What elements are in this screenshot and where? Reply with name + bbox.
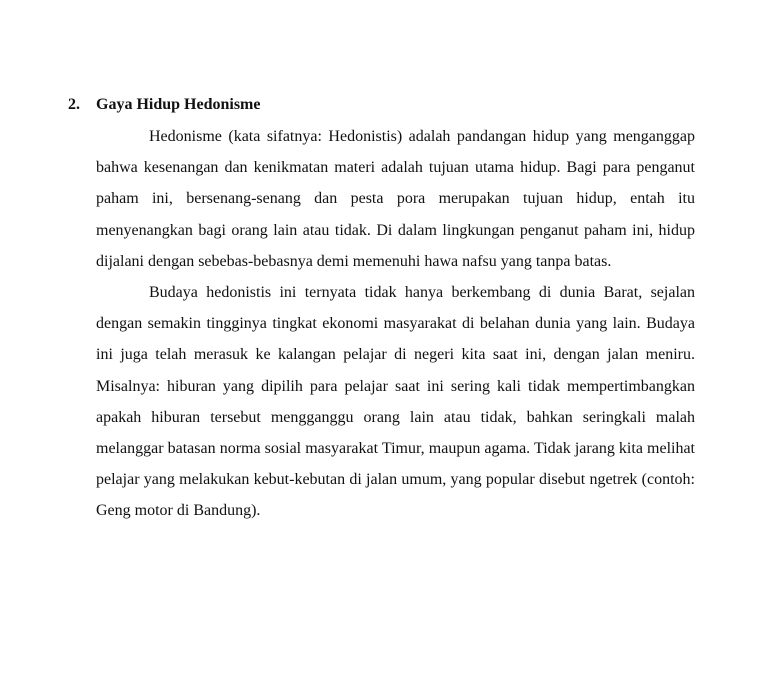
paragraph: Budaya hedonistis ini ternyata tidak hanya berkembang di dunia Barat, sejalan dengan semakin tingginya tingkat ekonomi masyarakat di belahan dunia yang lain. Budaya ini juga telah merasuk ke kalangan pelajar di negeri kita saat ini, dengan jalan meniru. Misalnya: hiburan yang dipilih para pelajar saat ini sering kali tidak mempertimbangkan apakah hiburan tersebut mengganggu orang lain atau tidak, bahkan seringkali malah melanggar batasan norma sosial masyarakat Timur, maupun agama. Tidak jarang kita melihat pelajar yang melakukan kebut-kebutan di jalan umum, yang popular disebut ngetrek (contoh: Geng motor di Bandung). bbox=[96, 284, 695, 520]
paragraph: Hedonisme (kata sifatnya: Hedonistis) adalah pandangan hidup yang menganggap bahwa kesenangan dan kenikmatan materi adalah tujuan utama hidup. Bagi para penganut paham ini, bersenang-senang dan pesta pora merupakan tujuan hidup, entah itu menyenangkan bagi orang lain atau tidak. Di dalam lingkungan penganut paham ini, hidup dijalani dengan sebebas-bebasnya demi memenuhi hawa nafsu yang tanpa batas. bbox=[96, 128, 695, 270]
section-number: 2. bbox=[68, 96, 80, 113]
section-heading bbox=[68, 94, 260, 116]
section-title: Gaya Hidup Hedonisme bbox=[96, 96, 261, 113]
section-body bbox=[96, 121, 695, 527]
